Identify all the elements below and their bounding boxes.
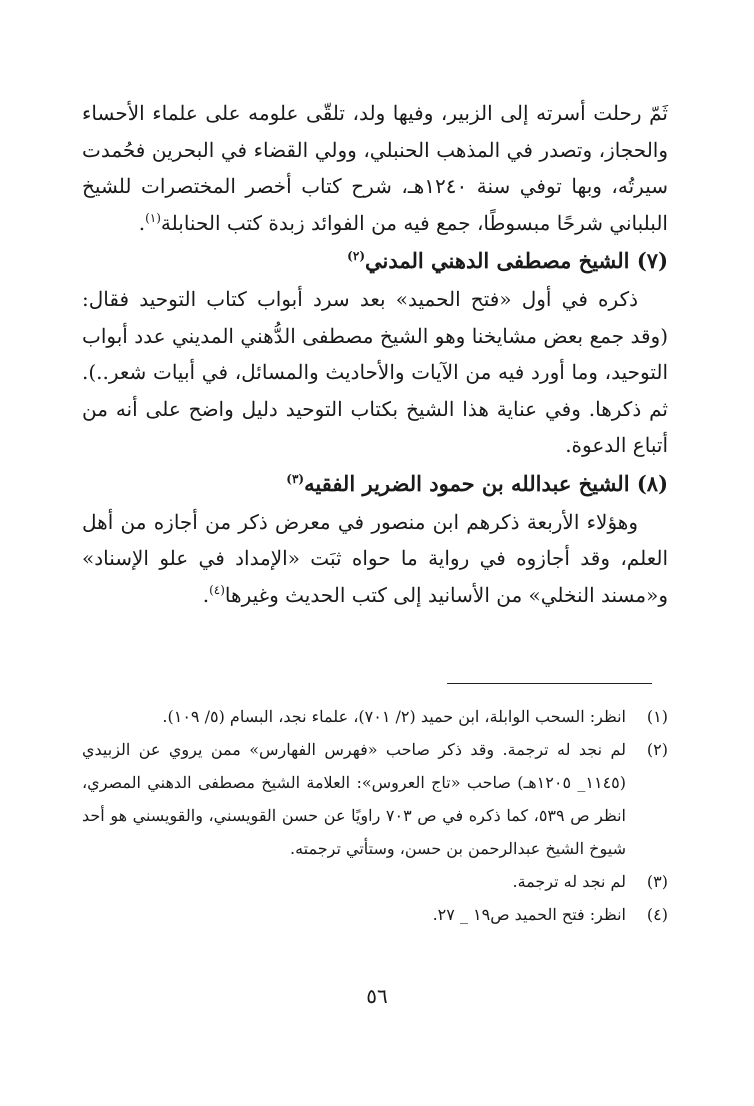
- heading-text: (٧) الشيخ مصطفى الدهني المدني: [365, 248, 668, 273]
- footnote-text: لم نجد له ترجمة.: [512, 872, 626, 891]
- footnote-text: انظر: فتح الحميد ص١٩ _ ٢٧.: [432, 905, 626, 924]
- footnote-ref: (٢): [347, 249, 365, 263]
- footnote-item: [82, 898, 668, 931]
- footnote-number: (٣): [646, 872, 668, 891]
- footnote-item: [82, 733, 668, 865]
- footnote-number: (٢): [646, 740, 668, 759]
- footnote-number: (١): [646, 707, 668, 726]
- page-number: ٥٦: [366, 984, 388, 1008]
- paragraph-text: ثَمّ رحلت أسرته إلى الزبير، وفيها ولد، تلقّى علومه على علماء الأحساء والحجاز، وتصدر في المذهب الحنبلي، وولي القضاء في البحرين فحُمدت سيرتُه، وبها توفي سنة ١٢٤٠هـ، شرح كتاب أخصر المختصرات للشيخ البلباني شرحًا مبسوطًا، جمع فيه من الفوائد زبدة كتب الحنابلة: [82, 101, 668, 235]
- footnote-separator: [447, 683, 652, 684]
- paragraph-four-scholars: [82, 504, 668, 614]
- paragraph-mustafa: ذكره في أول «فتح الحميد» بعد سرد أبواب كتاب التوحيد فقال: (وقد جمع بعض مشايخنا وهو الشيخ مصطفى الدُّهني المديني عدد أبواب التوحيد، وما أورد فيه من الآيات والأحاديث والمسائل، في أبيات شعر..). ثم ذكرها. وفي عناية هذا الشيخ بكتاب التوحيد دليل واضح على أنه من أتباع الدعوة.: [82, 287, 668, 457]
- footnote-number: (٤): [646, 905, 668, 924]
- heading-text: (٨) الشيخ عبدالله بن حمود الضرير الفقيه: [304, 470, 668, 496]
- footnote-ref: (٤): [209, 582, 225, 597]
- paragraph-end: .: [202, 582, 210, 607]
- footnote-text: لم نجد له ترجمة. وقد ذكر صاحب «فهرس الفهارس» ممن يروي عن الزبيدي (١١٤٥_ ١٢٠٥هـ) صاحب «تاج العروس»: العلامة الشيخ مصطفى الدهني المصري، انظر ص ٥٣٩، كما ذكره في ص ٧٠٣ راويًا عن حسن القويسني، والقويسني هو أحد شيوخ الشيخ عبدالرحمن بن حسن، وستأتي ترجمته.: [82, 740, 626, 858]
- paragraph-biography-end: [82, 95, 668, 241]
- footnote-text: انظر: السحب الوابلة، ابن حميد (٢/ ٧٠١)، علماء نجد، البسام (٥/ ١٠٩).: [162, 707, 626, 726]
- section-heading-8: [82, 464, 668, 504]
- paragraph-end: .: [138, 210, 146, 235]
- paragraph-text: وهؤلاء الأربعة ذكرهم ابن منصور في معرض ذكر من أجازه من أهل العلم، وقد أجازوه في رواية ما حواه ثبَت «الإمداد في علو الإسناد» و«مسند النخلي» من الأسانيد إلى كتب الحديث وغيرها: [82, 509, 668, 607]
- section-heading-7: [82, 241, 668, 281]
- footnote-ref: (١): [145, 210, 161, 225]
- page-body: [82, 95, 668, 613]
- footnote-item: [82, 700, 668, 733]
- footnotes: [82, 700, 668, 931]
- footnote-ref: (٣): [286, 471, 305, 486]
- footnote-item: [82, 865, 668, 898]
